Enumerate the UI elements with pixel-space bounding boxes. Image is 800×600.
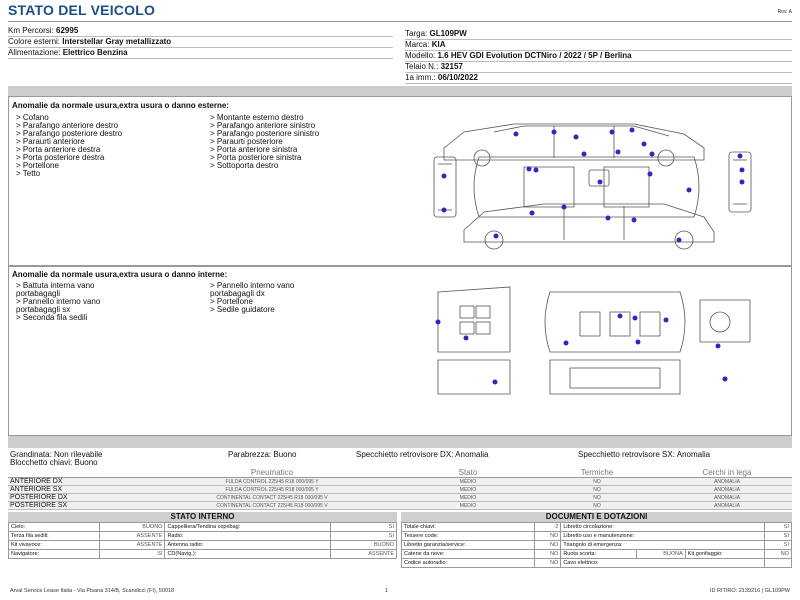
documenti-title: DOCUMENTI E DOTAZIONI (401, 512, 792, 522)
table-row: Cielo: BUONO Cappelliera/Tendina copribag: SI (9, 523, 397, 532)
internal-damage-list-2: > Pannello interno vano portabagagli dx > Portellone > Sedile guidatore (210, 281, 295, 314)
table-row: Kit vivavoce: ASSENTE Antenna radio: BUONO (9, 541, 397, 550)
blocchetto-status: Blocchetto chiavi: Buono (10, 458, 98, 467)
marca-row: Marca: KIA (405, 40, 446, 49)
revision-label: Rev. A (777, 9, 792, 15)
footer-page-number: 1 (385, 588, 389, 594)
table-row: ANTERIORE DX FULDA CONTROL 225/45 R18 000/095 Y MEDIO NO ANOMALIA (8, 478, 792, 486)
targa-row: Targa: GL109PW (405, 29, 467, 38)
footer-id: ID RITIRO: 2139216 | GL109PW (710, 588, 790, 594)
parabrezza-status: Parabrezza: Buono (228, 450, 297, 459)
colore-row: Colore esterni: Interstellar Gray metallizzato (8, 37, 172, 46)
km-row: Km Percorsi: 62995 (8, 26, 79, 35)
termiche-header: Termiche (532, 468, 662, 478)
tyres-table (8, 468, 792, 510)
telaio-row: Telaio N.: 32157 (405, 62, 463, 71)
external-damage-title: Anomalie da normale usura,extra usura o danno esterne: (12, 101, 229, 110)
internal-damage-list-1: > Battuta interna vano portabagagli > Pannello interno vano portabagagli sx > Seconda fila sedili (16, 281, 101, 322)
title-divider (8, 21, 792, 22)
table-row: Catene da neve: NO Ruota scorta: BUONA Kit gonfiaggio: NO (402, 550, 792, 559)
alimentazione-row: Alimentazione: Elettrico Benzina (8, 48, 128, 57)
immatricolazione-row: 1a imm.: 06/10/2022 (405, 73, 478, 82)
table-row: Tessere code: NO Libretto uso e manutenzione: SI (402, 532, 792, 541)
table-row: Navigatore: SI CD(Navig.): ASSENTE (9, 550, 397, 559)
page-title: STATO DEL VEICOLO (8, 2, 156, 18)
internal-damage-title: Anomalie da normale usura,extra usura o danno interne: (12, 270, 228, 279)
external-car-diagram (404, 112, 790, 264)
stato-interno-table (8, 522, 397, 559)
stato-header: Stato (404, 468, 532, 478)
table-row: Libretto garanzia/service: NO Triangolo di emergenza: SI (402, 541, 792, 550)
external-damage-list-2: > Montante esterno destro > Parafango anteriore sinistro > Parafango posteriore sinistro > Paraurti posteriore > Porta anteriore sinistra > Porta posteriore sinistra > Sottoporta destro (210, 113, 320, 170)
table-row: Terza fila sedili: ASSENTE Radio: SI (9, 532, 397, 541)
external-damage-list-1: > Cofano > Parafango anteriore destro > Parafango posteriore destro > Paraurti anteriore > Porta anteriore destra > Porta posteriore destra > Portellone > Tetto (16, 113, 123, 178)
stato-interno-title: STATO INTERNO (8, 512, 397, 522)
specchio-sx-status: Specchietto retrovisore SX: Anomalia (578, 450, 711, 459)
documenti-table (401, 522, 792, 568)
footer-address: Arval Service Lease Italia - Via Pisana 314/B, Scandicci (FI), 50018 (10, 588, 175, 594)
table-row: POSTERIORE DX CONTINENTAL CONTACT 225/45 R18 000/095 V MEDIO NO ANOMALIA (8, 494, 792, 502)
cerchi-header: Cerchi in lega (662, 468, 792, 478)
internal-car-diagram (430, 282, 790, 434)
table-row: Codice autoradio: NO Cavo elettrico: (402, 559, 792, 568)
table-row: Totale chiavi: 2 Libretto circolazione: SI (402, 523, 792, 532)
table-row: POSTERIORE SX CONTINENTAL CONTACT 225/45 R18 000/095 V MEDIO NO ANOMALIA (8, 502, 792, 510)
specchio-dx-status: Specchietto retrovisore DX: Anomalia (356, 450, 489, 459)
modello-row: Modello: 1.6 HEV GDI Evolution DCTNiro / 2022 / 5P / Berlina (405, 51, 632, 60)
table-row: ANTERIORE SX FULDA CONTROL 225/45 R18 000/095 Y MEDIO NO ANOMALIA (8, 486, 792, 494)
section-separator (8, 86, 792, 96)
section-separator-2 (8, 436, 792, 448)
grandinata-status: Grandinata: Non rilevabile (10, 450, 103, 459)
tyre-header: Pneumatico (140, 468, 404, 478)
